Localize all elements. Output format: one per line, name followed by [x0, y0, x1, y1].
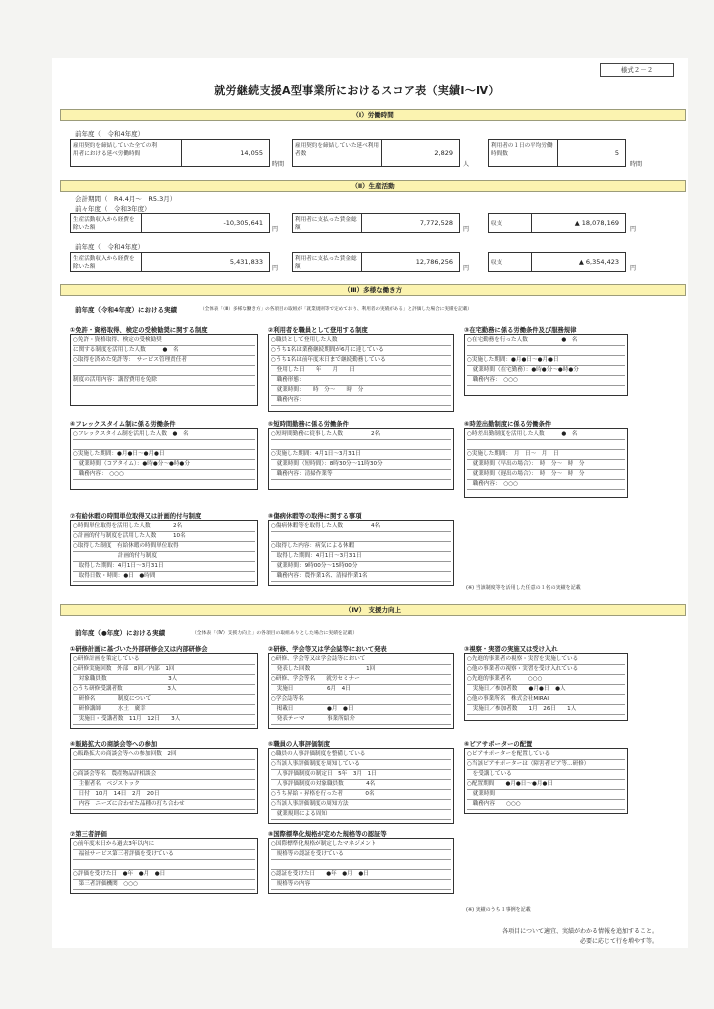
s4-item-2-row: 掲載日 ●月 ●日 [271, 705, 451, 715]
s3-item-box-7 [70, 520, 258, 586]
s3-item-8-row: 就業時間：9時00分～15時00分 [271, 562, 451, 572]
s4-item-1-row: ○研修実施回数 外部 8回／内部 1回 [73, 665, 255, 675]
s4-item-1-row: 研修名 制度について [73, 695, 255, 705]
p-income-unit: 円 [272, 265, 279, 272]
s3-item-1-row [73, 366, 255, 376]
s3-item-5-row: ○実施した期間：4月1日～3月31日 [271, 450, 451, 460]
s3-item-6-row: 職務内容： ○○○ [467, 480, 625, 490]
s3-item-6-row [467, 440, 625, 450]
pp-income-label: 生産活動収入から経費を除いた額 [73, 217, 135, 231]
s4-item-5-row: ○うち昇給・昇格を行った者 0名 [271, 790, 451, 800]
accounting-period: 会計期間（ R4.4月～ R5.3月） [75, 195, 177, 203]
s3-item-4-row: 就業時間（コアタイム）：●時●分～●時●分 [73, 460, 255, 470]
s3-item-3-row: ○在宅勤務を行った人数 ● 名 [467, 336, 625, 346]
form-number: 様式２－２ [600, 63, 674, 77]
s4-item-title-4: ④販路拡大の商談会等への参加 [70, 741, 158, 748]
labor-hours-value: 14,055 [240, 149, 263, 157]
s4-item-title-3: ③視察・実習の実施又は受け入れ [464, 646, 558, 653]
section4-note: (※) 実績のうち１事例を記載 [466, 907, 531, 913]
s3-item-6-row: ○時差出勤制度を活用した人数 ● 名 [467, 430, 625, 440]
s3-item-3-row: 就業時間（在宅勤務）：●時●分～●時●分 [467, 366, 625, 376]
s4-item-box-6 [464, 748, 628, 814]
s3-item-title-5: ⑤短時間勤務に係る労働条件 [268, 421, 349, 428]
s4-item-title-1: ①研修計画に基づいた外部研修会又は内部研修会 [70, 646, 208, 653]
s3-item-7-row: 計画的付与制度 [73, 552, 255, 562]
footer-line2: 必要に応じて行を増やす等。 [579, 938, 658, 945]
avg-hours-box [488, 139, 626, 167]
pp-balance-label: 収支 [491, 221, 503, 227]
s3-item-7-row: ○時間単位取得を活用した人数 2名 [73, 522, 255, 532]
s4-item-6-row: ○配置期間 ●月●日～●月●日 [467, 780, 625, 790]
s4-item-title-2: ②研修、学会等又は学会誌等において発表 [268, 646, 387, 653]
s3-item-3-row [467, 346, 625, 356]
p-income-label: 生産活動収入から経費を除いた額 [73, 256, 135, 270]
s4-item-title-6: ⑥ピアサポーターの配置 [464, 741, 533, 748]
s3-item-3-row: 職務内容： ○○○ [467, 376, 625, 386]
s4-item-7-row: ○評価を受けた日 ●年 ●月 ●日 [73, 870, 255, 880]
s4-item-box-3 [464, 653, 628, 721]
section3-intro-note: （全体表「（Ⅲ）多様な働き方」の各項目の取組が「就業規則等で定めており、利用者の実績がある」と評価した場合に実績を記載） [200, 307, 472, 312]
s4-item-2-row: 発表した回数 1回 [271, 665, 451, 675]
section4-header: （Ⅳ） 支援力向上 [60, 604, 686, 616]
section3-intro: 前年度（令和4年度）における実績 [75, 306, 178, 314]
s4-item-6-row: を受講している [467, 770, 625, 780]
section3-note: (※) 当該制度等を活用した任意の１名の実績を記載 [466, 585, 581, 591]
s3-item-8-row: ○取得した内容：病気による休暇 [271, 542, 451, 552]
users-count-unit: 人 [463, 161, 470, 168]
s3-item-2-row: ○職員として登用した人数 [271, 336, 451, 346]
s4-item-title-5: ⑤職員の人事評価制度 [268, 741, 331, 748]
s3-item-7-row: ○計画的付与制度を活用した人数 10名 [73, 532, 255, 542]
pp-wages-label: 利用者に支払った賃金総額 [295, 217, 357, 231]
s4-item-2-row: ○研修、学会等又は学会誌等において [271, 655, 451, 665]
s4-item-3-row: 実施日／参加者数 1月 26日 1人 [467, 705, 625, 715]
s3-item-box-1 [70, 334, 258, 406]
s3-item-5-row: ○短時間勤務に従事した人数 2名 [271, 430, 451, 440]
s4-item-4-row: 日付 10月 14日 2月 20日 [73, 790, 255, 800]
s3-item-8-row: ○傷病休暇等を取得した人数 4名 [271, 522, 451, 532]
labor-hours-unit: 時間 [272, 161, 285, 168]
s4-item-2-row: 実施日 6月 4日 [271, 685, 451, 695]
s3-item-1-row: に関する制度を活用した人数 ● 名 [73, 346, 255, 356]
s4-item-3-row: ○先進的事業者名 ○○○ [467, 675, 625, 685]
s3-item-8-row: 取得した期間：4月1日～3月31日 [271, 552, 451, 562]
pp-wages-value: 7,772,528 [419, 219, 453, 227]
s4-item-6-row: 職務内容 ○○○ [467, 800, 625, 810]
s3-item-title-7: ⑦有給休暇の時間単位取得又は計画的付与制度 [70, 513, 202, 520]
s3-item-box-5 [268, 428, 454, 490]
avg-hours-unit: 時間 [630, 161, 643, 168]
s3-item-box-4 [70, 428, 258, 490]
s4-item-1-row: 実施日・受講者数 11月 12日 3人 [73, 715, 255, 725]
s3-item-2-row: ○うち1名は前年度末日まで継続勤務している [271, 356, 451, 366]
section2-header: （Ⅱ）生産活動 [60, 180, 686, 192]
section1-fiscal-year: 前年度（ 令和4年度） [75, 130, 145, 138]
avg-hours-value: 5 [614, 149, 619, 157]
s3-item-title-2: ②利用者を職員として登用する制度 [268, 327, 368, 334]
s3-item-2-row: ○うち1名は業務継続期間が6月に達している [271, 346, 451, 356]
labor-hours-label: 雇用契約を締結していた全ての利用者における延べ労働時間 [73, 143, 157, 157]
s4-item-7-row: ○前年度末日から過去3年以内に [73, 840, 255, 850]
s4-item-5-row: ○当該人事評価制度の周知方法 [271, 800, 451, 810]
s4-item-4-row: ○販路拡大の商談会等への参加回数 2回 [73, 750, 255, 760]
s4-item-1-row: 研修講師 水土 廣幸 [73, 705, 255, 715]
s4-item-5-row: ○職員の人事評価制度を整備している [271, 750, 451, 760]
footer-line1: 各項目について適宜、実績がわかる情報を追加すること。 [502, 928, 658, 935]
s3-item-1-row: ○取得を済めた免許等： サービス管理責任者 [73, 356, 255, 366]
s3-item-1-row: ○免許・資格取得、検定の受検勧奨 [73, 336, 255, 346]
s4-item-box-7 [70, 838, 258, 894]
s4-item-1-row: ○研修計画を策定している [73, 655, 255, 665]
labor-hours-box [70, 139, 270, 167]
section1-header: （Ⅰ）労働時間 [60, 109, 686, 121]
s3-item-title-3: ③在宅勤務に係る労働条件及び服務規律 [464, 327, 577, 334]
s3-item-4-row: ○実施した期間：●月●日～●月●日 [73, 450, 255, 460]
s4-item-8-row: ○国際標準化規格が制定したマネジメント [271, 840, 451, 850]
s4-item-box-4 [70, 748, 258, 814]
s3-item-4-row [73, 440, 255, 450]
s4-item-2-row: ○学会誌等名 [271, 695, 451, 705]
p-wages-value: 12,786,256 [415, 258, 453, 266]
users-count-value: 2,829 [434, 149, 453, 157]
s4-item-2-row: 発表テーマ 事業所紹介 [271, 715, 451, 725]
s3-item-2-row: 登用した日 年 月 日 [271, 366, 451, 376]
s4-item-6-row: ○ピアサポーターを配置している [467, 750, 625, 760]
last-year: 前年度（ 令和4年度） [75, 243, 145, 251]
s3-item-6-row: 就業時間（早出の場合）： 時 分～ 時 分 [467, 460, 625, 470]
pp-balance-box [488, 213, 626, 233]
s4-item-5-row: 人事評価制度の対象職員数 4名 [271, 780, 451, 790]
p-wages-label: 利用者に支払った賃金総額 [295, 256, 357, 270]
s3-item-7-row: ○取得した制度 有給休暇の時間単位取得 [73, 542, 255, 552]
p-wages-unit: 円 [463, 265, 470, 272]
s3-item-5-row: 職務内容：清掃作業等 [271, 470, 451, 480]
avg-hours-label: 利用者の１日の平均労働時間数 [491, 143, 553, 157]
p-income-box [70, 252, 270, 272]
s3-item-title-6: ⑥時差出勤制度に係る労働条件 [464, 421, 552, 428]
s3-item-4-row: ○フレックスタイム制を活用した人数 ● 名 [73, 430, 255, 440]
s3-item-2-row: 職務内容： [271, 396, 451, 406]
s4-item-title-7: ⑦第三者評価 [70, 831, 107, 838]
s4-item-8-row: 規格等の内容 [271, 880, 451, 890]
section4-intro: 前年度（●年度）における実績 [75, 629, 166, 637]
users-count-label: 雇用契約を締結していた延べ利用者数 [295, 143, 379, 157]
s3-item-1-row: 制度の活用内容：講習費用を免除 [73, 376, 255, 386]
pp-income-value: -10,305,641 [223, 219, 263, 227]
s4-item-3-row: ○他の事業所名 株式会社MIRAI [467, 695, 625, 705]
s4-item-8-row [271, 860, 451, 870]
s4-item-box-2 [268, 653, 454, 729]
s3-item-title-4: ④フレックスタイム制に係る労働条件 [70, 421, 176, 428]
p-balance-box [488, 252, 626, 272]
s4-item-box-1 [70, 653, 258, 729]
s3-item-6-row: ○実施した期間： 月 日～ 月 日 [467, 450, 625, 460]
section3-header: （Ⅲ）多様な働き方 [60, 284, 686, 296]
s3-item-5-row: 就業時間（短時間）：8時30分～11時30分 [271, 460, 451, 470]
s4-item-1-row: ○うち研修受講者数 3人 [73, 685, 255, 695]
p-wages-box [292, 252, 460, 272]
s4-item-6-row: ○当該ピアサポーターは（障害者ピア等…研修） [467, 760, 625, 770]
s4-item-3-row: 実施日／参加者数 ●月●日 ●人 [467, 685, 625, 695]
s4-item-box-8 [268, 838, 454, 894]
s3-item-2-row: 就業時間： 時 分～ 時 分 [271, 386, 451, 396]
users-count-box [292, 139, 460, 167]
page-title: 就労継続支援A型事業所におけるスコア表（実績Ⅰ～Ⅳ） [214, 84, 500, 97]
pp-income-box [70, 213, 270, 233]
p-income-value: 5,431,833 [229, 258, 263, 266]
s4-item-4-row [73, 760, 255, 770]
s3-item-7-row: 取得日数・時間：●日 ●時間 [73, 572, 255, 582]
s3-item-title-8: ⑧傷病休暇等の取得に関する事項 [268, 513, 362, 520]
s3-item-title-1: ①免許・資格取得、検定の受検勧奨に関する制度 [70, 327, 208, 334]
s4-item-7-row: 福祉サービス第三者評価を受けている [73, 850, 255, 860]
s4-item-4-row: ○商談会等名 農産物品評相談会 [73, 770, 255, 780]
s4-item-6-row: 就業時間 [467, 790, 625, 800]
p-balance-unit: 円 [630, 265, 637, 272]
pp-income-unit: 円 [272, 226, 279, 233]
s3-item-box-8 [268, 520, 454, 586]
s4-item-box-5 [268, 748, 454, 824]
s4-item-5-row: 人事評価制度の制定日 5年 3月 1日 [271, 770, 451, 780]
pp-wages-box [292, 213, 460, 233]
s4-item-5-row: ○当該人事評価制度を周知している [271, 760, 451, 770]
s4-item-5-row: 就業規則による周知 [271, 810, 451, 820]
s3-item-5-row [271, 440, 451, 450]
s3-item-3-row: ○実施した期間：●月●日～●月●日 [467, 356, 625, 366]
s4-item-3-row: ○他の事業者の視察・実習を受け入れている [467, 665, 625, 675]
p-balance-label: 収支 [491, 260, 503, 266]
s4-item-8-row: ○認証を受けた日 ●年 ●月 ●日 [271, 870, 451, 880]
pp-wages-unit: 円 [463, 226, 470, 233]
s4-item-2-row: ○研修、学会等名 就労セミナー [271, 675, 451, 685]
s4-item-8-row: 規格等の認証を受けている [271, 850, 451, 860]
s4-item-3-row: ○先進的事業者の視察・実習を実施している [467, 655, 625, 665]
prev-prev-year: 前々年度（ 令和3年度） [75, 205, 151, 213]
s3-item-4-row: 職務内容： ○○○ [73, 470, 255, 480]
s4-item-1-row: 対象職員数 3人 [73, 675, 255, 685]
s4-item-7-row [73, 860, 255, 870]
s3-item-7-row: 取得した期間：4月1日～3月31日 [73, 562, 255, 572]
pp-balance-value: ▲ 18,078,169 [574, 219, 619, 227]
p-balance-value: ▲ 6,354,423 [578, 258, 619, 266]
s4-item-7-row: 第三者評価機関 ○○○ [73, 880, 255, 890]
s4-item-4-row: 内容 ニーズに合わせた品種の打ち合わせ [73, 800, 255, 810]
s3-item-box-6 [464, 428, 628, 498]
s3-item-8-row [271, 532, 451, 542]
s3-item-6-row: 就業時間（遅出の場合）： 時 分～ 時 分 [467, 470, 625, 480]
section4-intro-note: （全体表「（Ⅳ）支援力向上」の各項目の取組ありとした場合に実績を記載） [192, 631, 358, 636]
s3-item-8-row: 職務内容：農作業1名、清掃作業1名 [271, 572, 451, 582]
s3-item-2-row: 職務形態： [271, 376, 451, 386]
s3-item-box-3 [464, 334, 628, 396]
s3-item-box-2 [268, 334, 454, 412]
s4-item-4-row: 主催者名 ベジストック [73, 780, 255, 790]
pp-balance-unit: 円 [630, 226, 637, 233]
s4-item-title-8: ⑧国際標準化規格が定めた規格等の認証等 [268, 831, 387, 838]
